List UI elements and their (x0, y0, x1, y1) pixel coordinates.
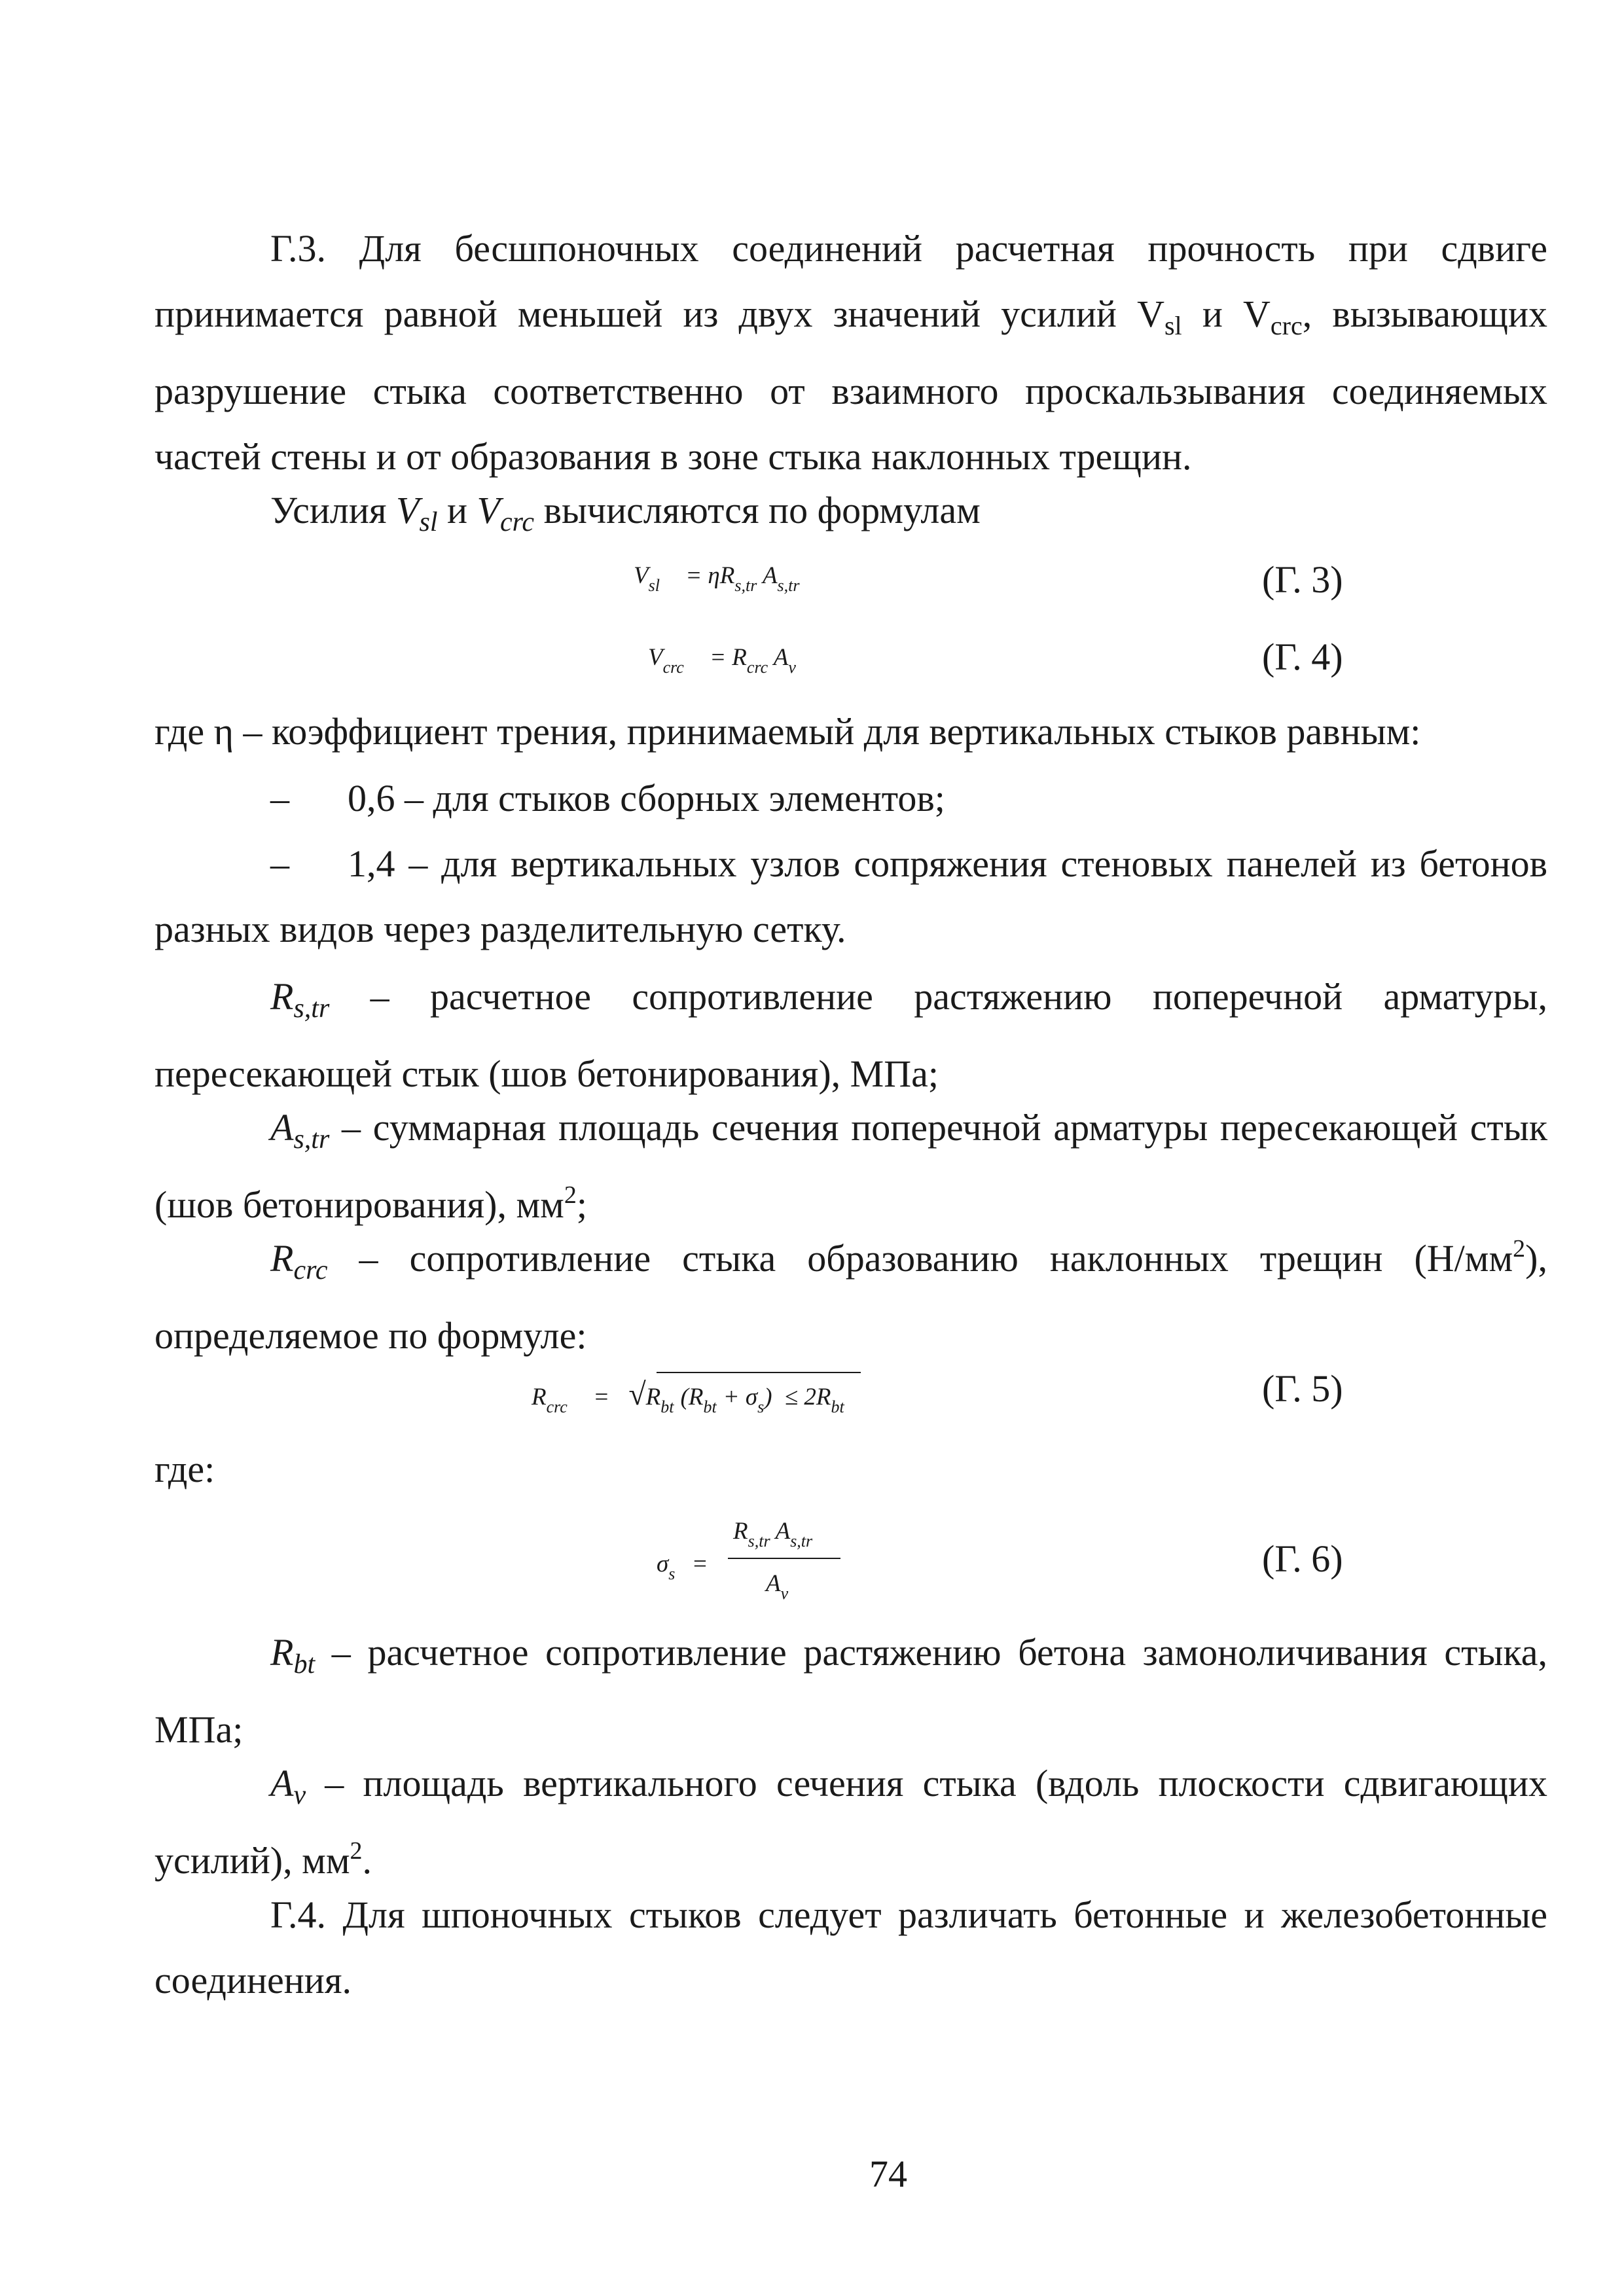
equation-number-g3: (Г. 3) (1262, 558, 1343, 601)
sqrt-bar (657, 1372, 861, 1373)
equation-g6-denominator: $A_v$ (766, 1570, 789, 1603)
paragraph-g3: Г.3. Для бесшпоночных соединений расчетная прочность при сдвиге принимается равной меньшей из двух значений усилий $V_{sl}$ и $V_{crc}$, вызывающих разрушение стыка соответственно от взаимного проскальзывания соединяемых частей стены и от образования в зоне стыка наклонных трещин. (154, 227, 1547, 478)
equation-g3: $V_{sl} = \eta R_{s,tr}$ $A_{s,tr}$ (634, 562, 800, 595)
equation-number-g4: (Г. 4) (1262, 636, 1343, 678)
equation-number-g5: (Г. 5) (1262, 1367, 1343, 1410)
where-eta-line: где η – коэффициент трения, принимаемый для вертикальных стыков равным: (154, 710, 1421, 753)
paragraph-g4: Г.4. Для шпоночных стыков следует различать бетонные и железобетонные соединения. (154, 1893, 1547, 2001)
list-item: – 0,6 – для стыков сборных элементов; (270, 777, 945, 819)
sqrt-sign: √ (628, 1377, 646, 1412)
equation-g4: $V_{crc} = R_{crc}$ $A_v$ (648, 644, 796, 677)
definition-astr: $A_{s,tr}$ – суммарная площадь сечения поперечной арматуры пересекающей стык (шов бетонирования), $мм^2$; (154, 1106, 1547, 1226)
definition-rcrc: $R_{crc}$ – сопротивление стыка образованию наклонных трещин $(Н/мм^2)$, определяемое по формуле: (154, 1235, 1547, 1357)
definition-rbt: $R_{bt}$ – расчетное сопротивление растяжению бетона замоноличивания стыка, МПа; (154, 1631, 1547, 1751)
fraction-bar (728, 1558, 840, 1559)
equation-number-g6: (Г. 6) (1262, 1537, 1343, 1580)
equation-g6-numerator: $R_{s,tr}$ $A_{s,tr}$ (733, 1518, 813, 1551)
equation-g6-lhs: $\sigma_s$ = (657, 1551, 708, 1583)
forces-intro: Усилия $V_{sl}$ и $V_{crc}$ вычисляются по формулам (270, 489, 981, 537)
definition-av: $A_v$ – площадь вертикального сечения стыка (вдоль плоскости сдвигающих усилий), $мм^2$. (154, 1762, 1547, 1882)
where-label: где: (154, 1448, 215, 1490)
page-number: 74 (869, 2153, 907, 2195)
equation-g5: $R_{crc} = √R_{bt}$ $(R_{bt} + \sigma_s) \le 2R_{bt}$ (532, 1377, 844, 1416)
definition-rstr: $R_{s,tr}$ – расчетное сопротивление растяжению поперечной арматуры, пересекающей стык (шов бетонирования), МПа; (154, 975, 1547, 1095)
list-item: – 1,4 – для вертикальных узлов сопряжения стеновых панелей из бетонов разных видов через разделительную сетку. (154, 842, 1547, 950)
